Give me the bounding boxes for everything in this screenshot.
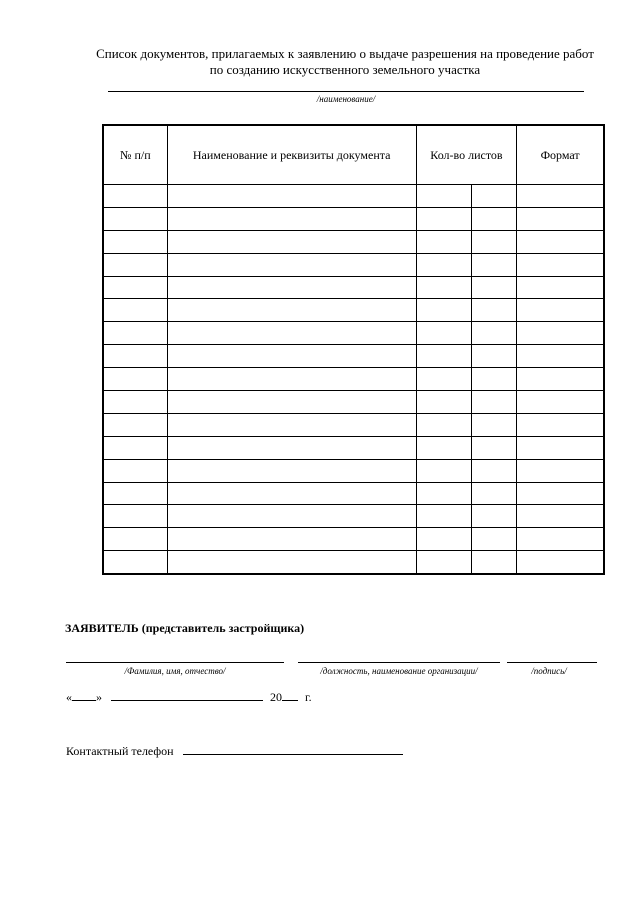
form-title-line-1: Список документов, прилагаемых к заявлению о выдаче разрешения на проведение работ — [96, 46, 594, 61]
cell-sheets-a[interactable] — [416, 299, 472, 322]
cell-sheets-b[interactable] — [472, 368, 517, 391]
cell-sheets-a[interactable] — [416, 505, 472, 528]
cell-document-name[interactable] — [167, 551, 416, 574]
cell-sheets-a[interactable] — [416, 413, 472, 436]
cell-sheets-a[interactable] — [416, 528, 472, 551]
year-suffix: г. — [305, 690, 312, 704]
table-row — [103, 482, 604, 505]
cell-sheets-b[interactable] — [472, 459, 517, 482]
cell-format[interactable] — [517, 299, 604, 322]
table-row — [103, 528, 604, 551]
cell-num[interactable] — [103, 551, 167, 574]
cell-sheets-b[interactable] — [472, 413, 517, 436]
date-close-quote: » — [96, 690, 102, 704]
cell-num[interactable] — [103, 459, 167, 482]
cell-sheets-b[interactable] — [472, 185, 517, 208]
year-blank[interactable] — [282, 689, 298, 701]
cell-sheets-b[interactable] — [472, 276, 517, 299]
table-row — [103, 276, 604, 299]
contact-phone-row — [66, 743, 403, 759]
cell-num[interactable] — [103, 368, 167, 391]
cell-document-name[interactable] — [167, 368, 416, 391]
applicant-heading: ЗАЯВИТЕЛЬ (представитель застройщика) — [65, 621, 305, 635]
cell-num[interactable] — [103, 505, 167, 528]
cell-sheets-b[interactable] — [472, 528, 517, 551]
header-num: № п/п — [103, 125, 167, 185]
header-format: Формат — [517, 125, 604, 185]
table-row — [103, 551, 604, 574]
cell-sheets-b[interactable] — [472, 436, 517, 459]
table-row — [103, 322, 604, 345]
cell-document-name[interactable] — [167, 185, 416, 208]
position-caption: /должность, наименование организации/ — [320, 666, 478, 676]
cell-document-name[interactable] — [167, 459, 416, 482]
cell-sheets-a[interactable] — [416, 436, 472, 459]
cell-sheets-a[interactable] — [416, 253, 472, 276]
cell-sheets-a[interactable] — [416, 230, 472, 253]
table-row — [103, 345, 604, 368]
cell-num[interactable] — [103, 253, 167, 276]
cell-format[interactable] — [517, 322, 604, 345]
cell-format[interactable] — [517, 391, 604, 414]
cell-num[interactable] — [103, 276, 167, 299]
cell-sheets-a[interactable] — [416, 185, 472, 208]
date-open-quote: « — [66, 690, 72, 704]
cell-sheets-a[interactable] — [416, 391, 472, 414]
date-row — [66, 689, 312, 705]
cell-document-name[interactable] — [167, 299, 416, 322]
cell-format[interactable] — [517, 482, 604, 505]
cell-sheets-b[interactable] — [472, 482, 517, 505]
cell-document-name[interactable] — [167, 528, 416, 551]
cell-sheets-a[interactable] — [416, 276, 472, 299]
year-prefix: 20 — [270, 690, 282, 704]
cell-num[interactable] — [103, 322, 167, 345]
day-blank[interactable] — [72, 689, 96, 701]
cell-document-name[interactable] — [167, 322, 416, 345]
table-row — [103, 413, 604, 436]
table-row — [103, 207, 604, 230]
cell-num[interactable] — [103, 482, 167, 505]
form-title-line-2: по созданию искусственного земельного участка — [209, 62, 481, 77]
signature-caption: /подпись/ — [531, 666, 567, 676]
cell-sheets-b[interactable] — [472, 322, 517, 345]
cell-sheets-a[interactable] — [416, 459, 472, 482]
table-row — [103, 185, 604, 208]
cell-format[interactable] — [517, 253, 604, 276]
cell-sheets-a[interactable] — [416, 368, 472, 391]
cell-format[interactable] — [517, 276, 604, 299]
cell-num[interactable] — [103, 230, 167, 253]
cell-num[interactable] — [103, 207, 167, 230]
cell-document-name[interactable] — [167, 345, 416, 368]
cell-format[interactable] — [517, 207, 604, 230]
cell-sheets-a[interactable] — [416, 207, 472, 230]
cell-document-name[interactable] — [167, 207, 416, 230]
cell-document-name[interactable] — [167, 482, 416, 505]
cell-document-name[interactable] — [167, 391, 416, 414]
cell-format[interactable] — [517, 345, 604, 368]
fio-line[interactable] — [66, 662, 284, 663]
table-row — [103, 436, 604, 459]
cell-format[interactable] — [517, 230, 604, 253]
cell-sheets-b[interactable] — [472, 505, 517, 528]
table-row — [103, 230, 604, 253]
cell-format[interactable] — [517, 505, 604, 528]
position-line[interactable] — [298, 662, 500, 663]
cell-sheets-b[interactable] — [472, 253, 517, 276]
cell-sheets-b[interactable] — [472, 299, 517, 322]
table-row — [103, 459, 604, 482]
table-body — [103, 185, 604, 574]
cell-document-name[interactable] — [167, 276, 416, 299]
cell-sheets-b[interactable] — [472, 230, 517, 253]
cell-format[interactable] — [517, 368, 604, 391]
month-blank[interactable] — [111, 689, 263, 701]
cell-num[interactable] — [103, 345, 167, 368]
cell-sheets-a[interactable] — [416, 551, 472, 574]
form-title — [80, 46, 610, 78]
table-row — [103, 299, 604, 322]
cell-num[interactable] — [103, 299, 167, 322]
cell-format[interactable] — [517, 185, 604, 208]
cell-num[interactable] — [103, 436, 167, 459]
cell-sheets-b[interactable] — [472, 345, 517, 368]
header-sheet-count: Кол-во листов — [416, 125, 517, 185]
cell-document-name[interactable] — [167, 505, 416, 528]
cell-sheets-b[interactable] — [472, 391, 517, 414]
cell-sheets-a[interactable] — [416, 482, 472, 505]
cell-sheets-a[interactable] — [416, 322, 472, 345]
cell-num[interactable] — [103, 185, 167, 208]
signature-line[interactable] — [507, 662, 597, 663]
table-row — [103, 368, 604, 391]
cell-document-name[interactable] — [167, 436, 416, 459]
table-row — [103, 391, 604, 414]
cell-format[interactable] — [517, 413, 604, 436]
cell-document-name[interactable] — [167, 253, 416, 276]
cell-sheets-b[interactable] — [472, 551, 517, 574]
documents-table — [102, 124, 605, 575]
cell-num[interactable] — [103, 391, 167, 414]
cell-sheets-a[interactable] — [416, 345, 472, 368]
table-header-row — [103, 125, 604, 185]
table-row — [103, 505, 604, 528]
header-document-name: Наименование и реквизиты документа — [167, 125, 416, 185]
cell-format[interactable] — [517, 528, 604, 551]
name-caption: /наименование/ — [316, 94, 376, 104]
table-row — [103, 253, 604, 276]
cell-format[interactable] — [517, 459, 604, 482]
cell-sheets-b[interactable] — [472, 207, 517, 230]
cell-num[interactable] — [103, 413, 167, 436]
cell-document-name[interactable] — [167, 413, 416, 436]
cell-num[interactable] — [103, 528, 167, 551]
contact-phone-label: Контактный телефон — [66, 744, 174, 758]
fio-caption: /Фамилия, имя, отчество/ — [124, 666, 226, 676]
cell-format[interactable] — [517, 436, 604, 459]
cell-document-name[interactable] — [167, 230, 416, 253]
contact-phone-blank[interactable] — [183, 743, 403, 755]
name-underline[interactable] — [108, 91, 584, 92]
cell-format[interactable] — [517, 551, 604, 574]
